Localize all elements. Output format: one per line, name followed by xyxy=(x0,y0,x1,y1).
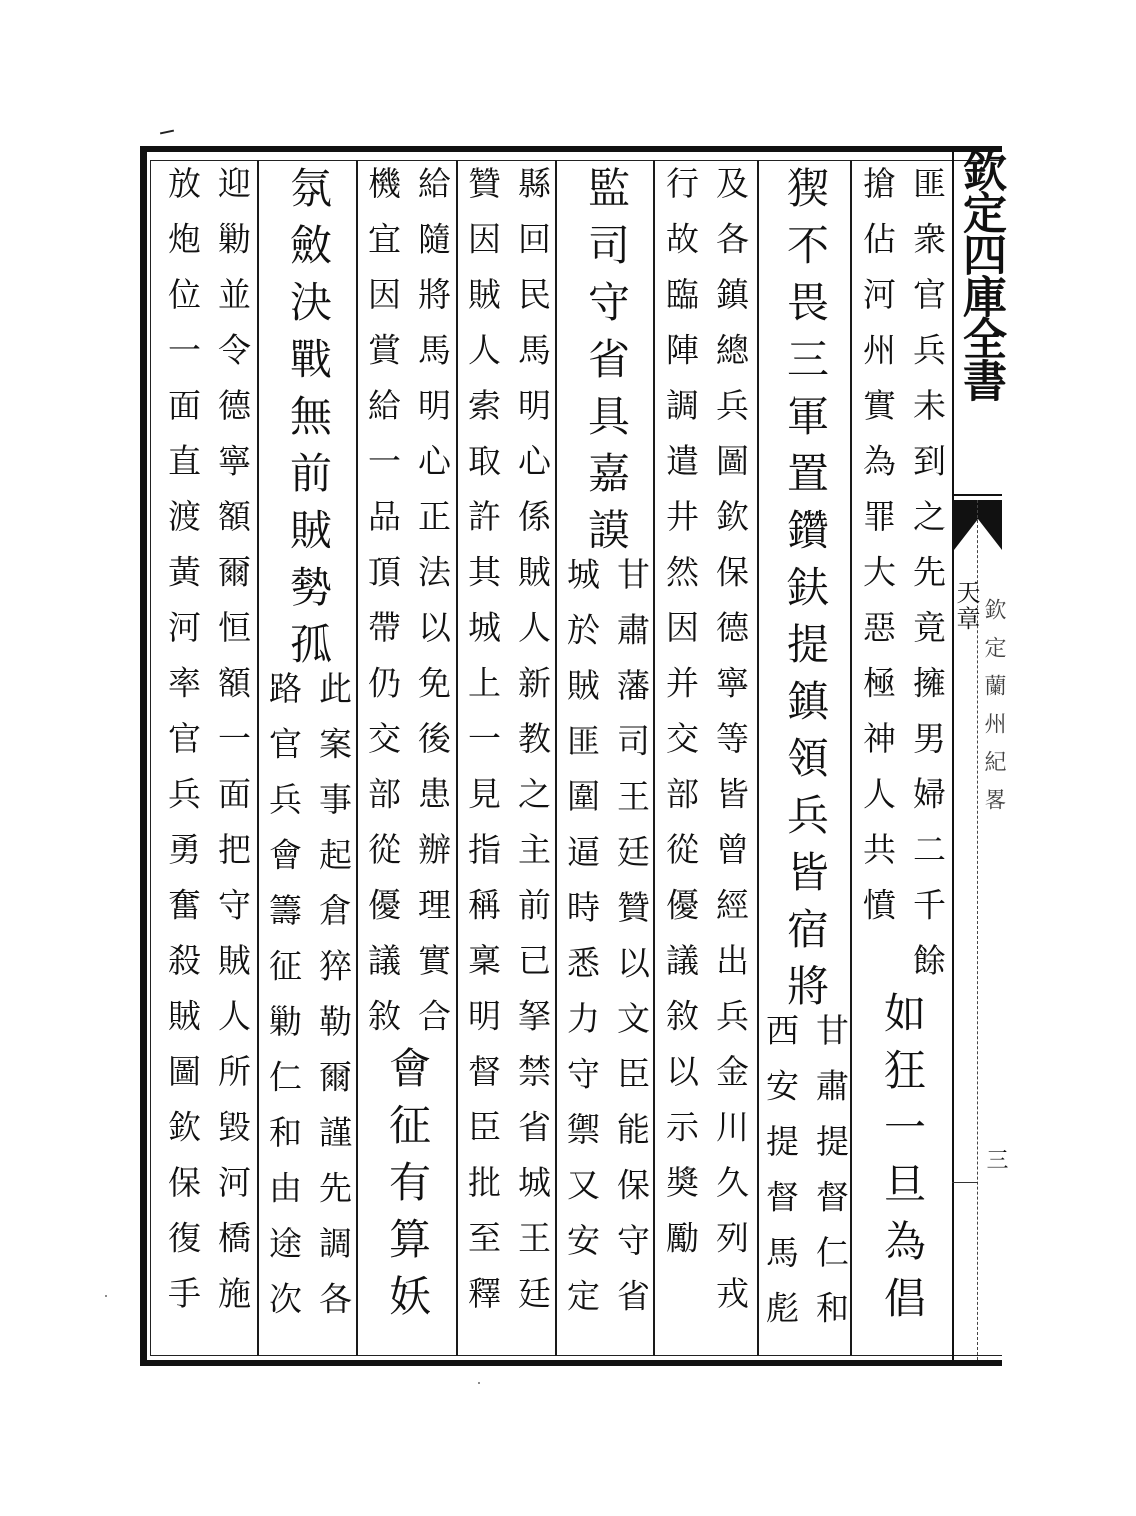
column-rule xyxy=(356,160,358,1356)
scan-speck xyxy=(105,1295,107,1297)
annotation-pair xyxy=(561,557,651,1334)
column-rule xyxy=(257,160,259,1356)
main-text-line: 監司守省具嘉謨 xyxy=(582,166,631,565)
annotation-line-left: 放炮位一面直渡黃河率官兵勇奮殺賊圖欽保復手 xyxy=(163,166,202,1332)
annotation-pair xyxy=(660,166,750,1332)
annotation-pair xyxy=(263,671,353,1337)
stray-ink-mark xyxy=(160,130,174,135)
annotation-line-right: 甘肅提督仁和 xyxy=(811,1013,850,1346)
annotation-line-left: 行故臨陣調遣井然因并交部從優議敘以示奬勵 xyxy=(661,166,700,1276)
text-column-3 xyxy=(657,166,753,1352)
column-rule xyxy=(850,160,852,1356)
annotation-pair xyxy=(857,166,947,999)
main-text-line: 會征有算妖 xyxy=(383,1046,432,1331)
annotation-line-left: 西安提督馬彪 xyxy=(761,1013,800,1346)
annotation-line-left: 贊因賊人索取許其城上一見指稱稟明督臣批至釋 xyxy=(463,166,502,1332)
page-number: 三 xyxy=(983,1148,1008,1170)
main-text-line: 氛斂決戰無前賊勢孤 xyxy=(284,166,333,679)
annotation-line-right: 給隨將馬明心正法以免後患辦理實合 xyxy=(413,166,452,1054)
annotation-pair xyxy=(462,166,552,1332)
text-column-4 xyxy=(558,166,654,1352)
book-title: 欽定蘭州紀畧 xyxy=(981,598,1006,826)
annotation-line-right: 縣回民馬明心係賊人新教之主前已拏禁省城王廷 xyxy=(513,166,552,1332)
column-rule xyxy=(757,160,759,1356)
annotation-line-left: 機宜因賞給一品頂帶仍交部從優議敘 xyxy=(363,166,402,1054)
annotation-line-left: 搶佔河州實為罪大惡極神人共憤 xyxy=(858,166,897,943)
main-text-line: 猰不畏三軍置鑽鈇提鎮領兵皆宿將 xyxy=(781,166,830,1021)
text-column-6 xyxy=(359,166,455,1352)
scan-speck xyxy=(478,1382,480,1384)
text-column-7 xyxy=(260,166,356,1352)
annotation-line-left: 路官兵會籌征勦仁和由途次 xyxy=(264,671,303,1337)
text-column-1 xyxy=(854,166,950,1352)
annotation-pair xyxy=(362,166,452,1054)
annotation-line-left: 城於賊匪圍逼時悉力守禦又安定 xyxy=(562,557,601,1334)
margin-divider xyxy=(952,494,1002,496)
chapter-mark: 天章 xyxy=(952,580,980,632)
collection-title: 欽定四庫全書 xyxy=(955,148,1006,400)
text-column-5 xyxy=(459,166,555,1352)
annotation-pair xyxy=(760,1013,850,1346)
main-text-line: 如狂一旦為倡 xyxy=(878,990,927,1333)
column-rule xyxy=(456,160,458,1356)
text-column-8 xyxy=(158,166,256,1352)
margin-lower-divider xyxy=(952,1182,978,1183)
annotation-line-right: 及各鎮總兵圖欽保德寧等皆曾經出兵金川久列戎 xyxy=(711,166,750,1332)
annotation-line-right: 匪衆官兵未到之先竟擁男婦二千餘 xyxy=(908,166,947,999)
column-rule xyxy=(555,160,557,1356)
annotation-line-right: 此案事起倉猝勒爾謹先調各 xyxy=(314,671,353,1337)
annotation-line-right: 甘肅藩司王廷贊以文臣能保守省 xyxy=(612,557,651,1334)
annotation-pair xyxy=(162,166,252,1332)
text-column-2 xyxy=(760,166,850,1352)
annotation-line-right: 迎勦並令德寧額爾恒額一面把守賊人所毀河橋施 xyxy=(213,166,252,1332)
